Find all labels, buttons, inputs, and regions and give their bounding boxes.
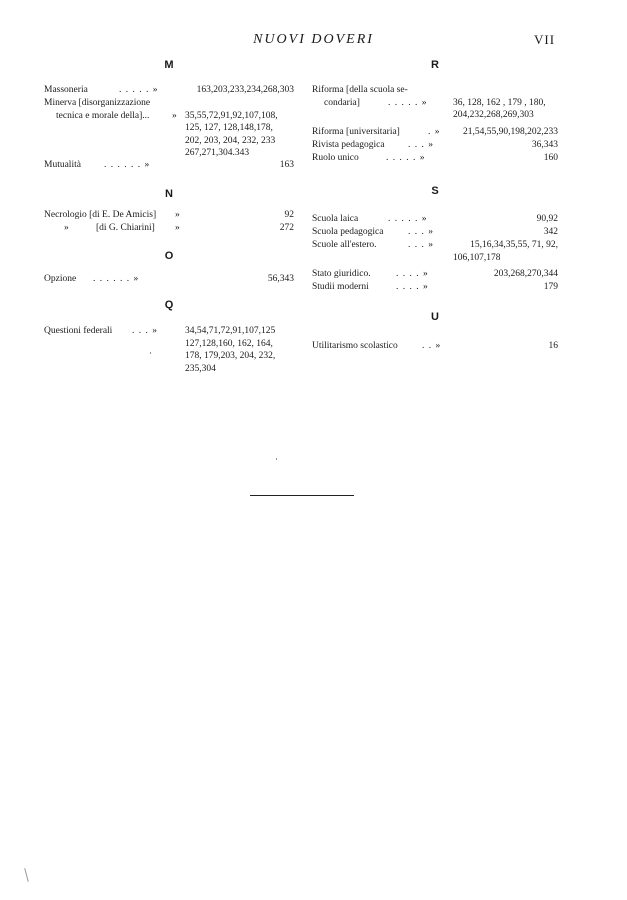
section-letter-m: M bbox=[164, 59, 174, 71]
entry-pages: 272 bbox=[279, 223, 294, 233]
entry-term: Scuole all'estero. bbox=[312, 240, 377, 250]
entry-leader: . . . » bbox=[408, 240, 434, 250]
entry-pages-line-1: 15,16,34,35,55, 71, 92, bbox=[470, 240, 558, 250]
section-letter-q: Q bbox=[164, 299, 174, 311]
entry-pages-line-2: 204,232,268,269,303 bbox=[453, 110, 534, 120]
entry-leader: » bbox=[175, 223, 181, 233]
entry-leader: . . . . . » bbox=[386, 153, 426, 163]
section-letter-o: O bbox=[164, 250, 174, 262]
entry-term: Scuola pedagogica bbox=[312, 227, 384, 237]
entry-term: Ruolo unico bbox=[312, 153, 359, 163]
entry-pages-line-1: 36, 128, 162 , 179 , 180, bbox=[453, 97, 546, 108]
running-title: NUOVI DOVERI bbox=[253, 32, 374, 47]
entry-term: Mutualità bbox=[44, 160, 81, 170]
entry-pages: 163,203,233,234,268,303 bbox=[196, 85, 294, 95]
entry-term-line-2: condaria] bbox=[324, 97, 360, 108]
entry-term: Stato giuridico. bbox=[312, 269, 371, 279]
paper-speck bbox=[276, 458, 277, 460]
entry-term-line-1: Riforma [della scuola se- bbox=[312, 85, 408, 95]
entry-leader: . . . . . » bbox=[388, 97, 428, 108]
section-letter-r: R bbox=[431, 59, 439, 71]
entry-pages: 36,343 bbox=[531, 140, 558, 150]
section-letter-u: U bbox=[431, 311, 439, 323]
page-number: VII bbox=[534, 32, 556, 47]
entry-leader: . . . . . » bbox=[119, 85, 159, 95]
entry-term: Utilitarismo scolastico bbox=[312, 341, 398, 351]
entry-term: Riforma [universitaria] bbox=[312, 127, 400, 137]
entry-leader: . . . » bbox=[132, 326, 158, 336]
entry-pages-line-4: 267,271,304.343 bbox=[185, 148, 250, 158]
entry-pages: 342 bbox=[543, 227, 558, 237]
entry-pages-line-2: 106,107,178 bbox=[453, 252, 501, 263]
entry-pages: 163 bbox=[279, 160, 294, 170]
entry-term-line-1: Minerva [disorganizzazione bbox=[44, 98, 151, 108]
section-letter-s: S bbox=[431, 185, 439, 197]
entry-pages-line-4: 235,304 bbox=[185, 363, 216, 374]
entry-term: Questioni federali bbox=[44, 326, 113, 336]
entry-pages-line-1: 34,54,71,72,91,107,125 bbox=[185, 326, 276, 336]
entry-pages: 160 bbox=[543, 153, 558, 163]
entry-pages-line-1: 35,55,72,91,92,107,108, bbox=[185, 110, 278, 121]
entry-leader: » bbox=[172, 110, 178, 121]
entry-term: Rivista pedagogica bbox=[312, 140, 385, 150]
section-letter-n: N bbox=[165, 188, 173, 200]
entry-leader: . . . . » bbox=[396, 269, 429, 279]
entry-ditto-mark: » bbox=[64, 223, 69, 233]
entry-pages: 16 bbox=[548, 341, 558, 351]
entry-leader: » bbox=[175, 210, 181, 220]
entry-leader: . . . . . . » bbox=[104, 160, 151, 170]
entry-pages-line-3: 202, 203, 204, 232, 233 bbox=[185, 135, 276, 146]
closing-rule bbox=[250, 495, 354, 496]
entry-leader: . . . . » bbox=[396, 282, 429, 292]
paper-mark bbox=[24, 868, 29, 882]
entry-pages-line-2: 127,128,160, 162, 164, bbox=[185, 338, 273, 349]
paper-speck bbox=[150, 352, 151, 354]
entry-pages: 203,268,270,344 bbox=[493, 269, 558, 279]
entry-pages: 21,54,55,90,198,202,233 bbox=[463, 127, 558, 137]
entry-term: Necrologio [di E. De Amicis] bbox=[44, 210, 157, 220]
entry-pages: 56,343 bbox=[267, 274, 294, 284]
entry-leader: . » bbox=[428, 127, 441, 137]
entry-leader: . . . . . » bbox=[388, 214, 428, 224]
entry-pages: 90,92 bbox=[536, 214, 558, 224]
entry-pages: 179 bbox=[543, 282, 558, 292]
entry-leader: . . . » bbox=[408, 227, 434, 237]
entry-term: Scuola laica bbox=[312, 214, 359, 224]
entry-term: Massoneria bbox=[44, 85, 88, 95]
entry-term: Studii moderni bbox=[312, 282, 369, 292]
entry-leader: . . . » bbox=[408, 140, 434, 150]
entry-pages: 92 bbox=[284, 210, 294, 220]
entry-leader: . . » bbox=[422, 341, 442, 351]
entry-pages-line-2: 125, 127, 128,148,178, bbox=[185, 123, 273, 133]
entry-term: [di G. Chiarini] bbox=[96, 223, 155, 233]
entry-pages-line-3: 178, 179,203, 204, 232, bbox=[185, 351, 276, 361]
entry-leader: . . . . . . » bbox=[93, 274, 140, 284]
entry-term-line-2: tecnica e morale della]... bbox=[56, 110, 150, 121]
entry-term: Opzione bbox=[44, 274, 77, 284]
